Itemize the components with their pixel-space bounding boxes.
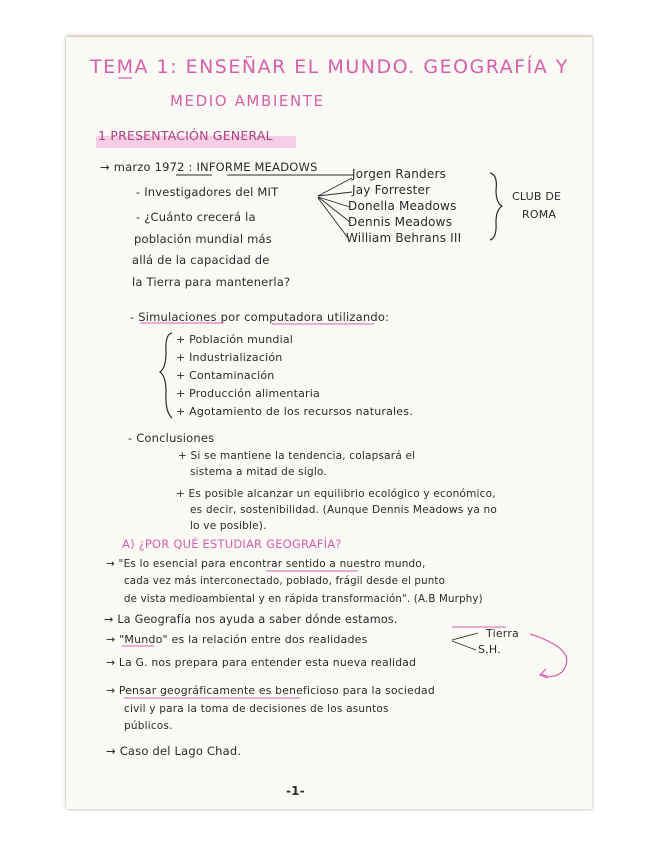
page-title-line-1: TEMA 1: ENSEÑAR EL MUNDO. GEOGRAFÍA Y — [90, 56, 569, 78]
reality-label: S.H. — [478, 643, 501, 656]
club-label: ROMA — [522, 208, 557, 221]
conclusion-line: sistema a mitad de siglo. — [190, 466, 327, 478]
researcher-name: Jay Forrester — [352, 183, 431, 197]
researcher-name: Donella Meadows — [348, 199, 457, 213]
think-line: → Pensar geográficamente es beneficioso para la sociedad — [106, 684, 435, 697]
researchers-line: - Investigadores del MIT — [136, 185, 279, 199]
question-line: población mundial más — [134, 232, 272, 246]
think-line: civil y para la toma de decisiones de los asuntos — [124, 703, 389, 715]
conclusion-line: + Es posible alcanzar un equilibrio ecológico y económico, — [176, 488, 496, 500]
club-label: CLUB DE — [512, 190, 562, 203]
subsection-heading: A) ¿POR QUÉ ESTUDIAR GEOGRAFÍA? — [122, 537, 342, 551]
where-line: → La Geografía nos ayuda a saber dónde estamos. — [104, 613, 398, 626]
conclusion-line: es decir, sostenibilidad. (Aunque Dennis Meadows ya no — [190, 504, 498, 516]
quote-line: → "Es lo esencial para encontrar sentido a nuestro mundo, — [106, 558, 426, 570]
simulation-item: + Población mundial — [176, 333, 294, 346]
chad-line: → Caso del Lago Chad. — [106, 744, 242, 758]
page-title-line-2: MEDIO AMBIENTE — [170, 92, 325, 110]
page-number: -1- — [286, 784, 305, 798]
intro-line: → marzo 1972 : INFORME MEADOWS — [100, 160, 318, 174]
section-heading: 1 PRESENTACIÓN GENERAL — [98, 128, 273, 143]
conclusions-heading: - Conclusiones — [128, 431, 215, 445]
question-line: - ¿Cuánto crecerá la — [136, 210, 256, 224]
simulations-heading: - Simulaciones por computadora utilizando: — [130, 310, 390, 324]
reality-label: Tierra — [486, 627, 519, 640]
conclusion-line: lo ve posible). — [190, 520, 267, 532]
simulation-item: + Industrialización — [176, 351, 283, 364]
question-line: allá de la capacidad de — [132, 253, 270, 267]
simulation-item: + Producción alimentaria — [176, 387, 320, 400]
prepare-line: → La G. nos prepara para entender esta nueva realidad — [106, 656, 417, 669]
simulation-item: + Contaminación — [176, 369, 275, 382]
quote-line: cada vez más interconectado, poblado, frágil desde el punto — [124, 576, 446, 587]
researcher-name: Jorgen Randers — [352, 167, 447, 181]
think-line: públicos. — [124, 720, 173, 732]
researcher-name: William Behrans III — [346, 231, 462, 245]
simulation-item: + Agotamiento de los recursos naturales. — [176, 405, 413, 418]
conclusion-line: + Si se mantiene la tendencia, colapsará el — [178, 450, 416, 462]
researcher-name: Dennis Meadows — [348, 215, 453, 229]
quote-line: de vista medioambiental y en rápida transformación". (A.B Murphy) — [124, 594, 483, 605]
question-line: la Tierra para mantenerla? — [132, 275, 291, 289]
mundo-line: → "Mundo" es la relación entre dos realidades — [106, 633, 368, 646]
